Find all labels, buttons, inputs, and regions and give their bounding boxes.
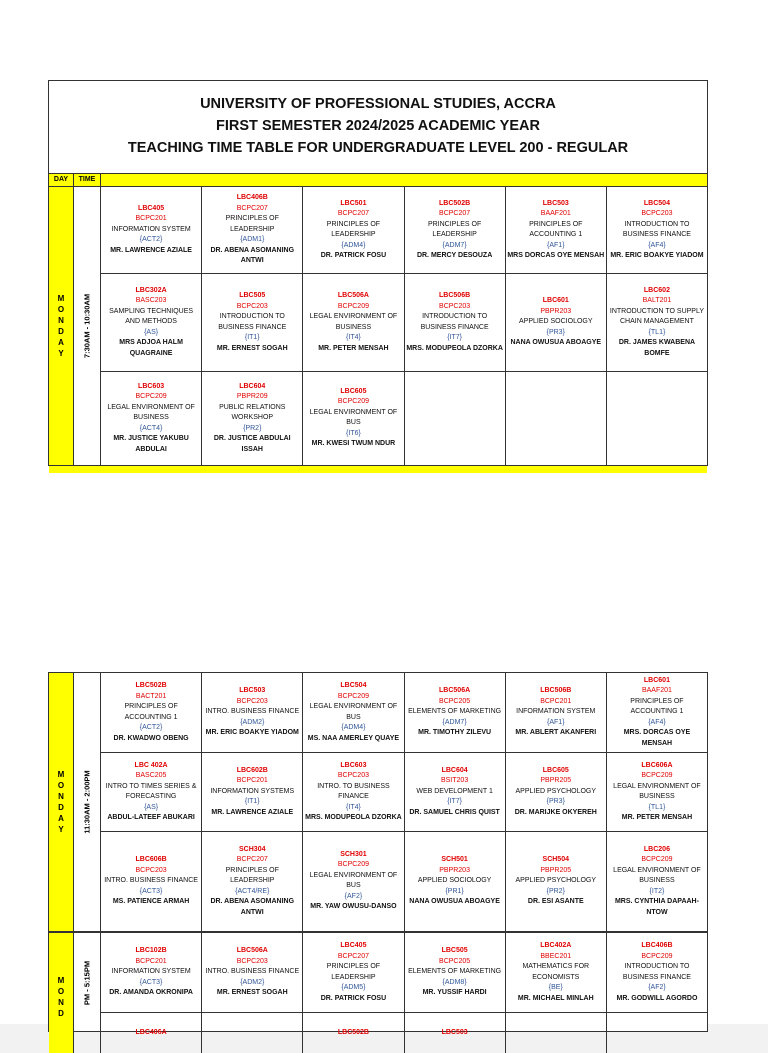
time-cell bbox=[74, 933, 101, 1053]
course-title: INTRODUCTION TO BUSINESS FINANCE bbox=[218, 313, 287, 331]
class-cell bbox=[202, 832, 303, 931]
class-code: LBC502B bbox=[439, 199, 471, 207]
lecturer-name: DR. ABENA ASOMANING ANTWI bbox=[210, 898, 295, 916]
class-code: LBC503 bbox=[239, 687, 266, 695]
lecturer-name: DR. PATRICK FOSU bbox=[320, 994, 387, 1002]
class-code: LBC604 bbox=[239, 382, 266, 390]
room-label: {ACT2} bbox=[139, 236, 163, 244]
course-title: INTRODUCTION TO BUSINESS FINANCE bbox=[420, 313, 489, 331]
class-code: SCH304 bbox=[239, 845, 266, 853]
room-label: {PR2} bbox=[546, 887, 565, 895]
class-cell bbox=[607, 274, 707, 370]
class-code: LBC506A bbox=[337, 292, 369, 300]
room-label: {ADM7} bbox=[442, 241, 467, 249]
course-code: BCPC203 bbox=[236, 957, 268, 965]
time-cell bbox=[74, 673, 101, 931]
room-label: {ADM2} bbox=[240, 978, 265, 986]
lecturer-name: MR. JUSTICE YAKUBU ABDULAI bbox=[113, 435, 189, 453]
timetable-row bbox=[101, 832, 707, 931]
lecturer-name: MR. LAWRENCE AZIALE bbox=[110, 246, 192, 254]
course-title: MATHEMATICS FOR ECONOMISTS bbox=[522, 963, 590, 981]
day-letter: D bbox=[58, 803, 64, 812]
timetable-row bbox=[101, 753, 707, 831]
course-code: BCPC207 bbox=[236, 204, 268, 212]
course-code: BCPC207 bbox=[439, 210, 471, 218]
course-code: BCPC209 bbox=[135, 393, 167, 401]
course-title: INFORMATION SYSTEM bbox=[516, 708, 596, 716]
course-title: ELEMENTS OF MARKETING bbox=[408, 708, 502, 716]
lecturer-name: MRS. MODUPEOLA DZORKA bbox=[305, 814, 402, 822]
room-label: {ACT3} bbox=[139, 978, 163, 986]
lecturer-name: DR. KWADWO OBENG bbox=[113, 734, 189, 742]
room-label: {AS} bbox=[144, 328, 159, 336]
day-cell bbox=[49, 673, 74, 931]
class-cell bbox=[303, 673, 404, 752]
class-code: LBC406B bbox=[236, 194, 268, 202]
course-code: BCPC209 bbox=[641, 856, 673, 864]
class-cell bbox=[303, 274, 404, 370]
course-code: PBPR203 bbox=[540, 307, 572, 315]
lecturer-name: DR. PATRICK FOSU bbox=[320, 252, 387, 260]
room-label: {IT2} bbox=[649, 887, 665, 895]
time-column-header: TIME bbox=[74, 174, 101, 186]
course-title: ELEMENTS OF MARKETING bbox=[408, 968, 502, 976]
course-code: BAAF201 bbox=[641, 687, 672, 695]
lecturer-name: ABDUL-LATEEF ABUKARI bbox=[107, 814, 195, 822]
course-code: BCPC209 bbox=[337, 692, 369, 700]
class-cell bbox=[506, 933, 607, 1012]
room-label: {ADM4} bbox=[341, 724, 366, 732]
class-code: LBC503 bbox=[441, 1028, 468, 1036]
class-cell bbox=[303, 187, 404, 273]
course-code: BCPC209 bbox=[641, 772, 673, 780]
day-label bbox=[49, 293, 73, 359]
lecturer-name: MRS. DORCAS OYE MENSAH bbox=[623, 729, 691, 747]
class-code: LBC604 bbox=[441, 766, 468, 774]
class-cell bbox=[405, 933, 506, 1012]
course-title: WEB DEVELOPMENT 1 bbox=[416, 787, 493, 795]
day-letter: Y bbox=[58, 349, 64, 358]
lecturer-name: DR. ESI ASANTE bbox=[527, 898, 584, 906]
course-code: BCPC203 bbox=[236, 697, 268, 705]
course-code: PBPR205 bbox=[540, 866, 572, 874]
course-title: LEGAL ENVIRONMENT OF BUS bbox=[309, 703, 398, 721]
class-code: LBC302A bbox=[135, 286, 167, 294]
lecturer-name: MR. TIMOTHY ZILEVU bbox=[418, 729, 492, 737]
class-cell bbox=[202, 274, 303, 370]
class-code: LBC603 bbox=[340, 761, 367, 769]
semester-title: FIRST SEMESTER 2024/2025 ACADEMIC YEAR bbox=[216, 118, 540, 134]
timetable-row bbox=[101, 187, 707, 274]
course-title: LEGAL ENVIRONMENT OF BUSINESS bbox=[613, 866, 701, 885]
lecturer-name: MR. PETER MENSAH bbox=[621, 814, 693, 822]
day-label bbox=[49, 975, 73, 1019]
class-cell bbox=[506, 187, 607, 273]
lecturer-name: MR. YAW OWUSU-DANSO bbox=[310, 903, 397, 911]
lecturer-name: MR. PETER MENSAH bbox=[318, 344, 389, 352]
class-cell bbox=[607, 832, 707, 931]
time-label: 7:30AM - 10:30AM bbox=[82, 293, 92, 359]
room-label: {AF4} bbox=[648, 241, 666, 249]
course-code: BCPC201 bbox=[236, 777, 268, 785]
course-code: BCPC207 bbox=[236, 856, 268, 864]
course-title: INFORMATION SYSTEM bbox=[111, 968, 191, 976]
lecturer-name: MR. YUSSIF HARDI bbox=[422, 989, 487, 997]
class-cell bbox=[101, 753, 202, 830]
lecturer-name: MR. ERNEST SOGAH bbox=[216, 344, 288, 352]
course-code: PBPR205 bbox=[540, 777, 572, 785]
room-label: {ADM7} bbox=[442, 718, 467, 726]
room-label: {ACT3} bbox=[139, 887, 163, 895]
course-title: APPLIED SOCIOLOGY bbox=[417, 877, 492, 885]
lecturer-name: DR. AMANDA OKRONIPA bbox=[109, 989, 193, 997]
lecturer-name: DR. SAMUEL CHRIS QUIST bbox=[409, 808, 500, 816]
slots bbox=[101, 933, 707, 1053]
room-label: {IT7} bbox=[447, 798, 462, 806]
class-code: LBC505 bbox=[239, 292, 266, 300]
class-cell bbox=[405, 187, 506, 273]
room-label: {AF4} bbox=[648, 718, 666, 726]
class-cell bbox=[101, 673, 202, 752]
course-code: BACT201 bbox=[135, 692, 167, 700]
timetable-grid bbox=[49, 673, 707, 931]
class-cell bbox=[303, 753, 404, 830]
lecturer-name: NANA OWUSUA ABOAGYE bbox=[409, 898, 500, 906]
course-code: BCPC209 bbox=[337, 398, 369, 406]
timetable-block-morning bbox=[48, 80, 708, 466]
course-code: BCPC207 bbox=[337, 952, 369, 960]
day-letter: O bbox=[57, 781, 65, 790]
course-title: LEGAL ENVIRONMENT OF BUS bbox=[309, 871, 398, 890]
slots bbox=[101, 187, 707, 465]
course-title: APPLIED PSYCHOLOGY bbox=[515, 787, 597, 795]
course-code: BCPC209 bbox=[337, 302, 369, 310]
room-label: {ADM4} bbox=[341, 241, 366, 249]
university-title: UNIVERSITY OF PROFESSIONAL STUDIES, ACCRA bbox=[200, 96, 556, 112]
day-letter: N bbox=[58, 316, 64, 325]
day-letter: D bbox=[58, 1009, 64, 1018]
day-cell bbox=[49, 933, 74, 1053]
room-label: {AF1} bbox=[547, 718, 565, 726]
day-letter: Y bbox=[58, 825, 64, 834]
time-cell bbox=[74, 187, 101, 465]
room-label: {AF2} bbox=[648, 984, 666, 992]
class-code: LBC601 bbox=[643, 676, 670, 684]
lecturer-name: MR. ERIC BOAKYE YIADOM bbox=[205, 729, 299, 737]
day-letter: N bbox=[58, 792, 64, 801]
course-title: LEGAL ENVIRONMENT OF BUS bbox=[309, 408, 398, 427]
room-label: {ACT2} bbox=[139, 724, 163, 732]
lecturer-name: MS. NAA AMERLEY QUAYE bbox=[307, 734, 400, 742]
class-cell bbox=[405, 372, 506, 465]
class-cell bbox=[101, 832, 202, 931]
class-cell bbox=[202, 753, 303, 830]
room-label: {IT4} bbox=[346, 334, 361, 342]
course-code: BCPC203 bbox=[135, 866, 167, 874]
lecturer-name: DR. MARIJKE OKYEREH bbox=[514, 808, 597, 816]
day-letter: A bbox=[58, 338, 64, 347]
room-label: {ADM1} bbox=[240, 236, 265, 244]
room-label: {PR3} bbox=[546, 328, 565, 336]
class-code: LBC406A bbox=[135, 1028, 167, 1036]
course-title: APPLIED SOCIOLOGY bbox=[519, 318, 593, 326]
day-letter: D bbox=[58, 327, 64, 336]
course-code: BCPC205 bbox=[439, 957, 471, 965]
class-cell bbox=[607, 753, 707, 830]
class-code: SCH501 bbox=[441, 856, 468, 864]
class-code: LBC606A bbox=[641, 761, 673, 769]
room-label: {IT1} bbox=[244, 334, 260, 342]
lecturer-name: DR. MERCY DESOUZA bbox=[416, 252, 493, 260]
lecturer-name: MR. ABLERT AKANFERI bbox=[515, 729, 597, 737]
course-title: PRINCIPLES OF ACCOUNTING 1 bbox=[630, 697, 684, 716]
course-code: BCPC201 bbox=[135, 957, 167, 965]
lecturer-name: MRS. MODUPEOLA DZORKA bbox=[406, 344, 503, 352]
room-label: {AF1} bbox=[547, 241, 565, 249]
class-code: LBC406B bbox=[641, 942, 673, 950]
class-cell bbox=[303, 832, 404, 931]
course-code: PBPR203 bbox=[439, 866, 470, 874]
course-code: BCPC203 bbox=[439, 302, 471, 310]
course-title: INTRO. BUSINESS FINANCE bbox=[205, 968, 300, 976]
column-header-row bbox=[49, 173, 707, 187]
class-code: LBC102B bbox=[135, 947, 167, 955]
class-cell bbox=[607, 1013, 707, 1053]
room-label: {ADM5} bbox=[341, 984, 366, 992]
class-cell bbox=[506, 673, 607, 752]
class-code: LBC405 bbox=[138, 204, 165, 212]
timetable-row bbox=[101, 372, 707, 465]
course-title: PRINCIPLES OF LEADERSHIP bbox=[326, 220, 381, 239]
course-code: BASC205 bbox=[135, 772, 167, 780]
timetable-title: TEACHING TIME TABLE FOR UNDERGRADUATE LEVEL 200 - REGULAR bbox=[127, 140, 629, 156]
class-cell bbox=[405, 753, 506, 830]
class-code: LBC605 bbox=[542, 766, 569, 774]
room-label: {AS} bbox=[144, 803, 159, 811]
course-title: PRINCIPLES OF ACCOUNTING 1 bbox=[529, 220, 583, 239]
class-cell bbox=[101, 187, 202, 273]
class-cell bbox=[303, 933, 404, 1012]
time-label: PM - 5:15PM bbox=[82, 960, 92, 1006]
lecturer-name: MRS DORCAS OYE MENSAH bbox=[507, 252, 605, 260]
class-code: LBC504 bbox=[643, 199, 670, 207]
class-code: LBC405 bbox=[340, 942, 367, 950]
lecturer-name: DR. JUSTICE ABDULAI ISSAH bbox=[213, 435, 291, 453]
lecturer-name: MRS ADJOA HALM QUAGRAINE bbox=[119, 339, 183, 357]
class-code: LBC505 bbox=[441, 947, 468, 955]
course-code: BBEC201 bbox=[540, 952, 572, 960]
class-code: LBC501 bbox=[340, 199, 367, 207]
class-code: LBC506A bbox=[236, 947, 268, 955]
course-code: BCPC201 bbox=[540, 697, 572, 705]
class-code: LBC605 bbox=[340, 387, 367, 395]
course-title: INTRODUCTION TO BUSINESS FINANCE bbox=[622, 220, 691, 239]
class-code: LBC606B bbox=[135, 856, 167, 864]
lecturer-name: MR. ERIC BOAKYE YIADOM bbox=[610, 252, 704, 260]
course-title: LEGAL ENVIRONMENT OF BUSINESS bbox=[309, 313, 398, 331]
room-label: {IT4} bbox=[346, 803, 361, 811]
day-letter: A bbox=[58, 814, 64, 823]
course-code: BCPC207 bbox=[337, 210, 369, 218]
timetable-row bbox=[101, 274, 707, 371]
timetable-row bbox=[101, 933, 707, 1013]
course-title: INTRO. TO BUSINESS FINANCE bbox=[317, 782, 390, 801]
class-cell bbox=[101, 372, 202, 465]
course-code: PBPR209 bbox=[236, 393, 268, 401]
room-label: {IT6} bbox=[346, 429, 361, 437]
course-title: INTRODUCTION TO BUSINESS FINANCE bbox=[622, 963, 691, 981]
day-letter: M bbox=[57, 770, 65, 779]
class-cell bbox=[405, 673, 506, 752]
course-title: PRINCIPLES OF ACCOUNTING 1 bbox=[124, 703, 178, 721]
room-label: {AF2} bbox=[344, 892, 363, 900]
class-code: LBC504 bbox=[340, 682, 367, 690]
lecturer-name: MR. MICHAEL MINLAH bbox=[517, 994, 594, 1002]
course-code: BASC203 bbox=[135, 297, 167, 305]
course-title: INTRO. BUSINESS FINANCE bbox=[205, 708, 300, 716]
lecturer-name: MS. PATIENCE ARMAH bbox=[112, 898, 190, 906]
course-title: PRINCIPLES OF LEADERSHIP bbox=[225, 866, 279, 885]
course-code: BCPC209 bbox=[641, 952, 673, 960]
time-label: 11:30AM - 2:00PM bbox=[82, 770, 92, 834]
room-label: {BE} bbox=[548, 984, 563, 992]
course-title: PUBLIC RELATIONS WORKSHOP bbox=[219, 403, 286, 422]
class-cell bbox=[607, 372, 707, 465]
course-title: INTRO. BUSINESS FINANCE bbox=[104, 877, 198, 885]
class-cell bbox=[405, 274, 506, 370]
room-label: {ADM8} bbox=[442, 978, 467, 986]
class-code: LBC602B bbox=[236, 766, 268, 774]
day-letter: O bbox=[57, 987, 65, 996]
lecturer-name: DR. ABENA ASOMANING ANTWI bbox=[210, 246, 295, 265]
class-code: LBC506A bbox=[439, 687, 471, 695]
class-cell bbox=[101, 933, 202, 1012]
timetable-block-midday bbox=[48, 672, 708, 1036]
course-code: BCPC203 bbox=[641, 210, 673, 218]
room-label: {ACT4} bbox=[139, 424, 163, 432]
lecturer-name: DR. JAMES KWABENA BOMFE bbox=[618, 339, 696, 357]
class-cell bbox=[101, 1013, 202, 1053]
lecturer-name: MR. LAWRENCE AZIALE bbox=[211, 808, 294, 816]
course-title: LEGAL ENVIRONMENT OF BUSINESS bbox=[613, 782, 701, 801]
course-code: BCPC209 bbox=[337, 861, 369, 869]
course-title: APPLIED PSYCHOLOGY bbox=[515, 877, 597, 885]
class-cell bbox=[607, 187, 707, 273]
room-label: {PR2} bbox=[243, 424, 262, 432]
room-label: {IT7} bbox=[447, 334, 462, 342]
course-title: PRINCIPLES OF LEADERSHIP bbox=[326, 963, 381, 981]
class-code: SCH504 bbox=[542, 856, 569, 864]
class-code: LBC206 bbox=[643, 845, 670, 853]
room-label: {ADM2} bbox=[240, 718, 265, 726]
class-code: LBC506B bbox=[540, 687, 572, 695]
course-code: BCPC205 bbox=[439, 697, 471, 705]
course-title: INFORMATION SYSTEM bbox=[111, 225, 191, 233]
class-cell bbox=[202, 673, 303, 752]
day-letter: N bbox=[58, 998, 64, 1007]
class-cell bbox=[506, 832, 607, 931]
course-code: BCPC203 bbox=[337, 772, 369, 780]
course-title: PRINCIPLES OF LEADERSHIP bbox=[225, 215, 279, 233]
class-code: LBC 402A bbox=[134, 761, 168, 769]
timetable-grid bbox=[49, 931, 707, 1053]
class-code: LBC602 bbox=[643, 286, 670, 294]
course-title: LEGAL ENVIRONMENT OF BUSINESS bbox=[107, 403, 195, 422]
class-cell bbox=[506, 753, 607, 830]
class-cell bbox=[506, 1013, 607, 1053]
class-cell bbox=[607, 933, 707, 1012]
class-code: LBC503 bbox=[542, 199, 569, 207]
lecturer-name: MRS. CYNTHIA DAPAAH-NTOW bbox=[614, 898, 699, 916]
course-code: BSIT203 bbox=[440, 777, 469, 785]
lecturer-name: MR. ERNEST SOGAH bbox=[216, 989, 288, 997]
lecturer-name: MR. KWESI TWUM NDUR bbox=[311, 440, 396, 448]
course-code: BAAF201 bbox=[540, 210, 571, 218]
room-label: {PR1} bbox=[445, 887, 464, 895]
course-title: INFORMATION SYSTEMS bbox=[210, 787, 295, 795]
course-title: PRINCIPLES OF LEADERSHIP bbox=[427, 220, 482, 239]
timetable-row bbox=[101, 1013, 707, 1053]
room-label: {TL1} bbox=[648, 328, 666, 336]
course-title: INTRODUCTION TO SUPPLY CHAIN MANAGEMENT bbox=[609, 307, 704, 326]
class-cell bbox=[303, 372, 404, 465]
class-code: LBC502B bbox=[135, 682, 167, 690]
room-label: {TL1} bbox=[648, 803, 666, 811]
day-letter: M bbox=[57, 294, 65, 303]
class-cell bbox=[101, 274, 202, 370]
slots bbox=[101, 673, 707, 931]
room-label: {PR3} bbox=[546, 798, 565, 806]
class-code: LBC402A bbox=[540, 942, 572, 950]
day-column-header: DAY bbox=[49, 174, 74, 186]
class-code: LBC603 bbox=[138, 382, 165, 390]
day-letter: O bbox=[57, 305, 65, 314]
course-code: BALT201 bbox=[642, 297, 672, 305]
lecturer-name: MR. GODWILL AGORDO bbox=[616, 994, 698, 1002]
class-cell bbox=[303, 1013, 404, 1053]
course-title: SAMPLING TECHNIQUES AND METHODS bbox=[109, 307, 194, 326]
class-cell bbox=[506, 372, 607, 465]
class-code: LBC502B bbox=[337, 1028, 369, 1036]
course-code: BCPC201 bbox=[135, 215, 167, 223]
class-code: SCH301 bbox=[340, 850, 367, 858]
timetable-header bbox=[49, 81, 707, 173]
day-label bbox=[49, 769, 73, 835]
day-letter: M bbox=[57, 976, 65, 985]
course-code: BCPC203 bbox=[236, 302, 268, 310]
class-cell bbox=[405, 1013, 506, 1053]
course-title: INTRO TO TIMES SERIES & FORECASTING bbox=[105, 782, 197, 801]
class-cell bbox=[202, 933, 303, 1012]
class-cell bbox=[607, 673, 707, 752]
class-cell bbox=[202, 372, 303, 465]
class-cell bbox=[202, 187, 303, 273]
class-cell bbox=[405, 832, 506, 931]
timetable-row bbox=[101, 673, 707, 753]
day-cell bbox=[49, 187, 74, 465]
room-label: {ACT4/RE} bbox=[235, 887, 270, 895]
timetable-grid bbox=[49, 187, 707, 465]
class-cell bbox=[202, 1013, 303, 1053]
class-code: LBC506B bbox=[439, 292, 471, 300]
block-footer bbox=[49, 465, 707, 473]
class-cell bbox=[506, 274, 607, 370]
lecturer-name: NANA OWUSUA ABOAGYE bbox=[510, 339, 602, 347]
room-label: {IT1} bbox=[244, 798, 260, 806]
class-code: LBC601 bbox=[542, 297, 569, 305]
